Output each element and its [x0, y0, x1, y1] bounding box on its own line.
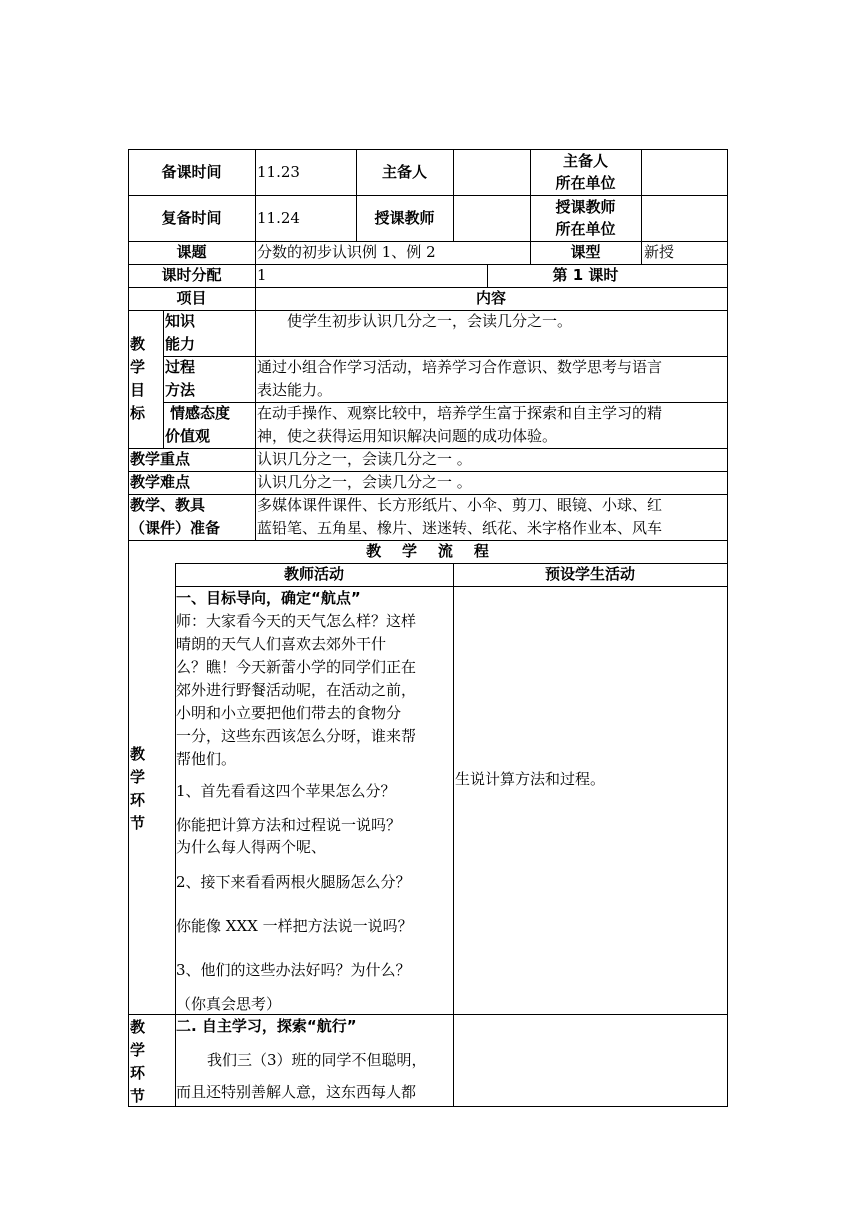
question-1b: 为什么每人得两个呢、: [176, 838, 327, 856]
period-value: 1: [257, 266, 267, 284]
section1-line-3: 么？瞧！今天新蕾小学的同学们正在: [176, 658, 417, 676]
flow-section1-char-3: 环: [130, 791, 146, 809]
knowledge-label-2: 能力: [165, 335, 196, 353]
flow-section2-char-2: 学: [130, 1041, 146, 1059]
tools-text-line-2: 蓝铅笔、五角星、橡片、迷迷转、纸花、米字格作业本、风车: [257, 519, 663, 537]
section2-heading: 二. 自主学习，探索“航行”: [176, 1017, 357, 1035]
objectives-section-char-1: 教: [130, 335, 146, 353]
period-number: 第 1 课时: [552, 266, 619, 284]
type-value: 新授: [644, 243, 675, 261]
section1-line-2: 晴朗的天气人们喜欢去郊外干什: [176, 635, 387, 653]
review-time-value: 11.24: [257, 209, 300, 227]
question-2a: 你能像 XXX 一样把方法说一说吗？: [176, 917, 413, 935]
process-label-1: 过程: [165, 358, 196, 376]
tools-text-line-1: 多媒体课件课件、长方形纸片、小伞、剪刀、眼镜、小球、红: [257, 496, 663, 514]
emotion-text-line-2: 神，使之获得运用知识解决问题的成功体验。: [257, 427, 558, 445]
emotion-label-1: 情感态度: [170, 404, 231, 422]
prep-time-value: 11.23: [257, 163, 300, 181]
period-label: 课时分配: [161, 266, 222, 284]
objectives-section-char-3: 目: [130, 381, 146, 399]
section1-line-5: 小明和小立要把他们带去的食物分: [176, 704, 402, 722]
student-activity-text: 生说计算方法和过程。: [455, 770, 606, 788]
section1-line-4: 郊外进行野餐活动呢，在活动之前，: [176, 681, 417, 699]
flow-section1-char-4: 节: [130, 814, 146, 832]
question-1: 1、首先看看这四个苹果怎么分？: [176, 782, 396, 800]
teacher-label: 授课教师: [374, 209, 435, 227]
key-point-text: 认识几分之一，会读几分之一 。: [257, 450, 472, 468]
process-text-line-2: 表达能力。: [257, 381, 333, 399]
main-unit-label-1: 主备人: [562, 152, 608, 170]
question-2: 2、接下来看看两根火腿肠怎么分？: [176, 873, 411, 891]
item-header: 项目: [176, 289, 207, 307]
section1-line-6: 一分，这些东西该怎么分呀，谁来帮: [176, 727, 417, 745]
knowledge-text: 使学生初步认识几分之一，会读几分之一。: [287, 312, 573, 330]
flow-section1-char-2: 学: [130, 768, 146, 786]
tools-label-2: （课件）准备: [130, 519, 221, 537]
topic-label: 课题: [176, 243, 207, 261]
section1-heading: 一、目标导向，确定“航点”: [176, 589, 361, 607]
section1-line-7: 帮他们。: [176, 750, 237, 768]
flow-section1-char-1: 教: [130, 745, 146, 763]
emotion-label-2: 价值观: [165, 427, 211, 445]
flow-title: 教 学 流 程: [366, 542, 489, 560]
section1-line-1: 师：大家看今天的天气怎么样？这样: [176, 612, 417, 630]
student-activity-header: 预设学生活动: [544, 565, 635, 583]
review-time-label: 复备时间: [161, 209, 222, 227]
main-preparer-label: 主备人: [381, 163, 427, 181]
knowledge-label-1: 知识: [165, 312, 196, 330]
flow-section2-char-1: 教: [130, 1018, 146, 1036]
tools-label-1: 教学、教具: [130, 496, 206, 514]
teacher-activity-header: 教师活动: [283, 565, 344, 583]
question-1a: 你能把计算方法和过程说一说吗？: [176, 816, 402, 834]
process-text-line-1: 通过小组合作学习活动，培养学习合作意识、数学思考与语言: [257, 358, 663, 376]
difficulty-text: 认识几分之一，会读几分之一 。: [257, 473, 472, 491]
objectives-section-char-2: 学: [130, 358, 146, 376]
emotion-text-line-1: 在动手操作、观察比较中，培养学生富于探索和自主学习的精: [257, 404, 663, 422]
content-header: 内容: [475, 289, 506, 307]
question-3: 3、他们的这些办法好吗？为什么？: [176, 961, 411, 979]
teacher-unit-label-2: 所在单位: [555, 220, 616, 238]
objectives-section-char-4: 标: [130, 404, 146, 422]
flow-section2-char-4: 节: [130, 1087, 146, 1105]
question-3a: （你真会思考）: [176, 995, 282, 1013]
flow-section2-char-3: 环: [130, 1064, 146, 1082]
difficulty-label: 教学难点: [130, 473, 191, 491]
prep-time-label: 备课时间: [161, 163, 222, 181]
process-label-2: 方法: [165, 381, 196, 399]
teacher-unit-label-1: 授课教师: [555, 198, 616, 216]
section2-line-1: 我们三（3）班的同学不但聪明，: [207, 1051, 427, 1069]
section2-line-2: 而且还特别善解人意，这东西每人都: [176, 1083, 417, 1101]
key-point-label: 教学重点: [130, 450, 191, 468]
topic-value: 分数的初步认识例 1、例 2: [257, 243, 436, 261]
main-unit-label-2: 所在单位: [555, 174, 616, 192]
type-label: 课型: [570, 243, 601, 261]
